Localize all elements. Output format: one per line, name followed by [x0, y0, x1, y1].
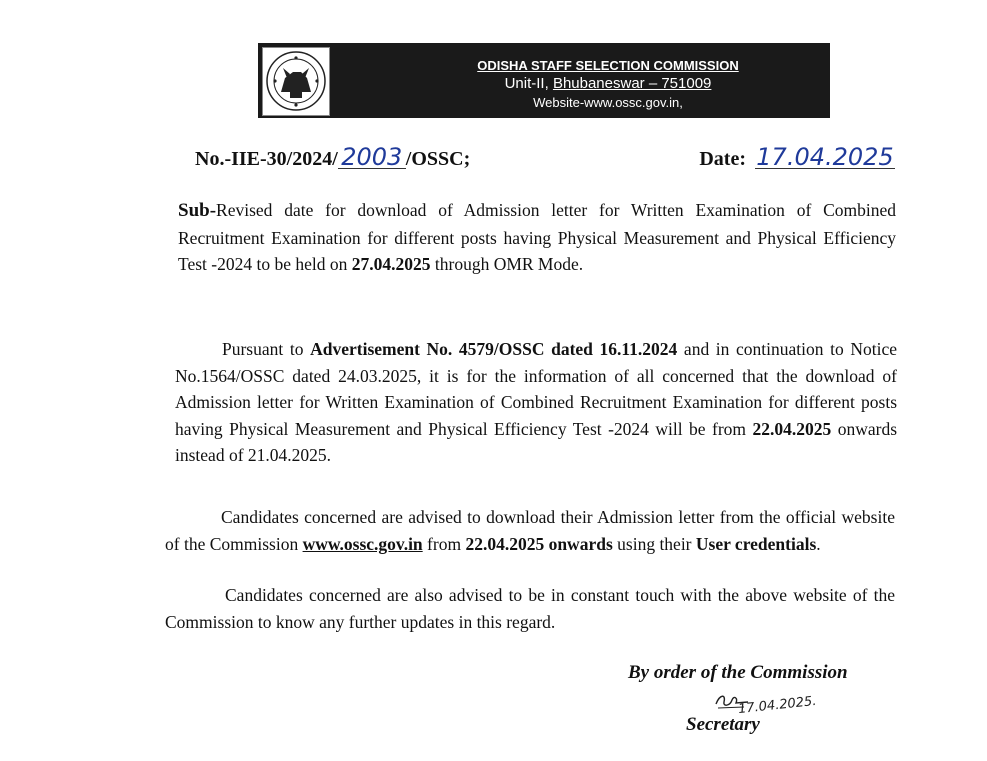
handwritten-reference-number: 2003 — [338, 146, 406, 169]
download-from-text: 22.04.2025 onwards — [465, 533, 613, 554]
subject — [178, 197, 896, 278]
paragraph-1 — [175, 336, 897, 469]
date-label: Date: — [699, 148, 751, 170]
signatory-designation: Secretary — [686, 714, 760, 735]
signature-date: 17.04.2025. — [737, 693, 818, 718]
paragraph-1-text-b: and in continuation to Notice No.1564/OSSC dated 24.03.2025, it is for the information of all concerned that the download of Admission letter for Written Examination of Combined Recruitment Examination for different posts having Physical Measurement and Physical Efficiency Test -2024 will be from — [175, 339, 897, 439]
odisha-emblem-icon — [262, 47, 330, 116]
download-from-date: 22.04.2025 — [752, 418, 832, 439]
reference-suffix: /OSSC; — [405, 148, 471, 170]
subject-text-2: through OMR Mode. — [430, 254, 584, 274]
by-order-line: By order of the Commission — [628, 662, 848, 683]
paragraph-1-text-a: Pursuant to — [222, 339, 311, 359]
paragraph-3: Candidates concerned are also advised to be in constant touch with the above website of the Commission to know any further updates in this regard. — [165, 585, 895, 632]
paragraph-2-text-c: using their — [612, 533, 696, 554]
paragraph-1-text-c: onwards instead of 21.04.2025. — [175, 418, 897, 465]
advertisement-reference: Advertisement No. 4579/OSSC dated 16.11.2024 — [310, 339, 678, 359]
signature-block — [686, 690, 846, 740]
address-city: Bhubaneswar – 751009 — [552, 75, 712, 92]
address-prefix: Unit-II, — [504, 75, 553, 92]
paragraph-2-text-b: from — [422, 533, 466, 554]
website-link[interactable]: www.ossc.gov.in — [302, 533, 423, 554]
organization-address — [448, 74, 768, 94]
paragraph-2-text-a: Candidates concerned are advised to download their Admission letter from the official website of the Commission — [165, 507, 895, 554]
reference-number — [195, 143, 471, 171]
reference-prefix: No.-IIE-30/2024/ — [195, 148, 338, 170]
reference-line — [195, 142, 895, 176]
subject-lead: Sub- — [178, 200, 217, 221]
exam-date: 27.04.2025 — [351, 254, 431, 274]
letterhead-banner — [258, 43, 830, 118]
paragraph-2-text-d: . — [816, 533, 821, 554]
handwritten-date: 17.04.2025 — [756, 143, 894, 171]
organization-name: ODISHA STAFF SELECTION COMMISSION — [477, 58, 739, 73]
user-credentials: User credentials — [695, 533, 817, 554]
letterhead-text — [448, 58, 768, 112]
paragraph-2 — [165, 504, 895, 557]
organization-website: Website-www.ossc.gov.in, — [533, 95, 683, 110]
reference-date — [699, 143, 895, 171]
subject-text-1: Revised date for download of Admission letter for Written Examination of Combined Recruitment Examination for different posts having Physical Measurement and Physical Efficiency Test -2024 to be held on — [178, 200, 896, 274]
